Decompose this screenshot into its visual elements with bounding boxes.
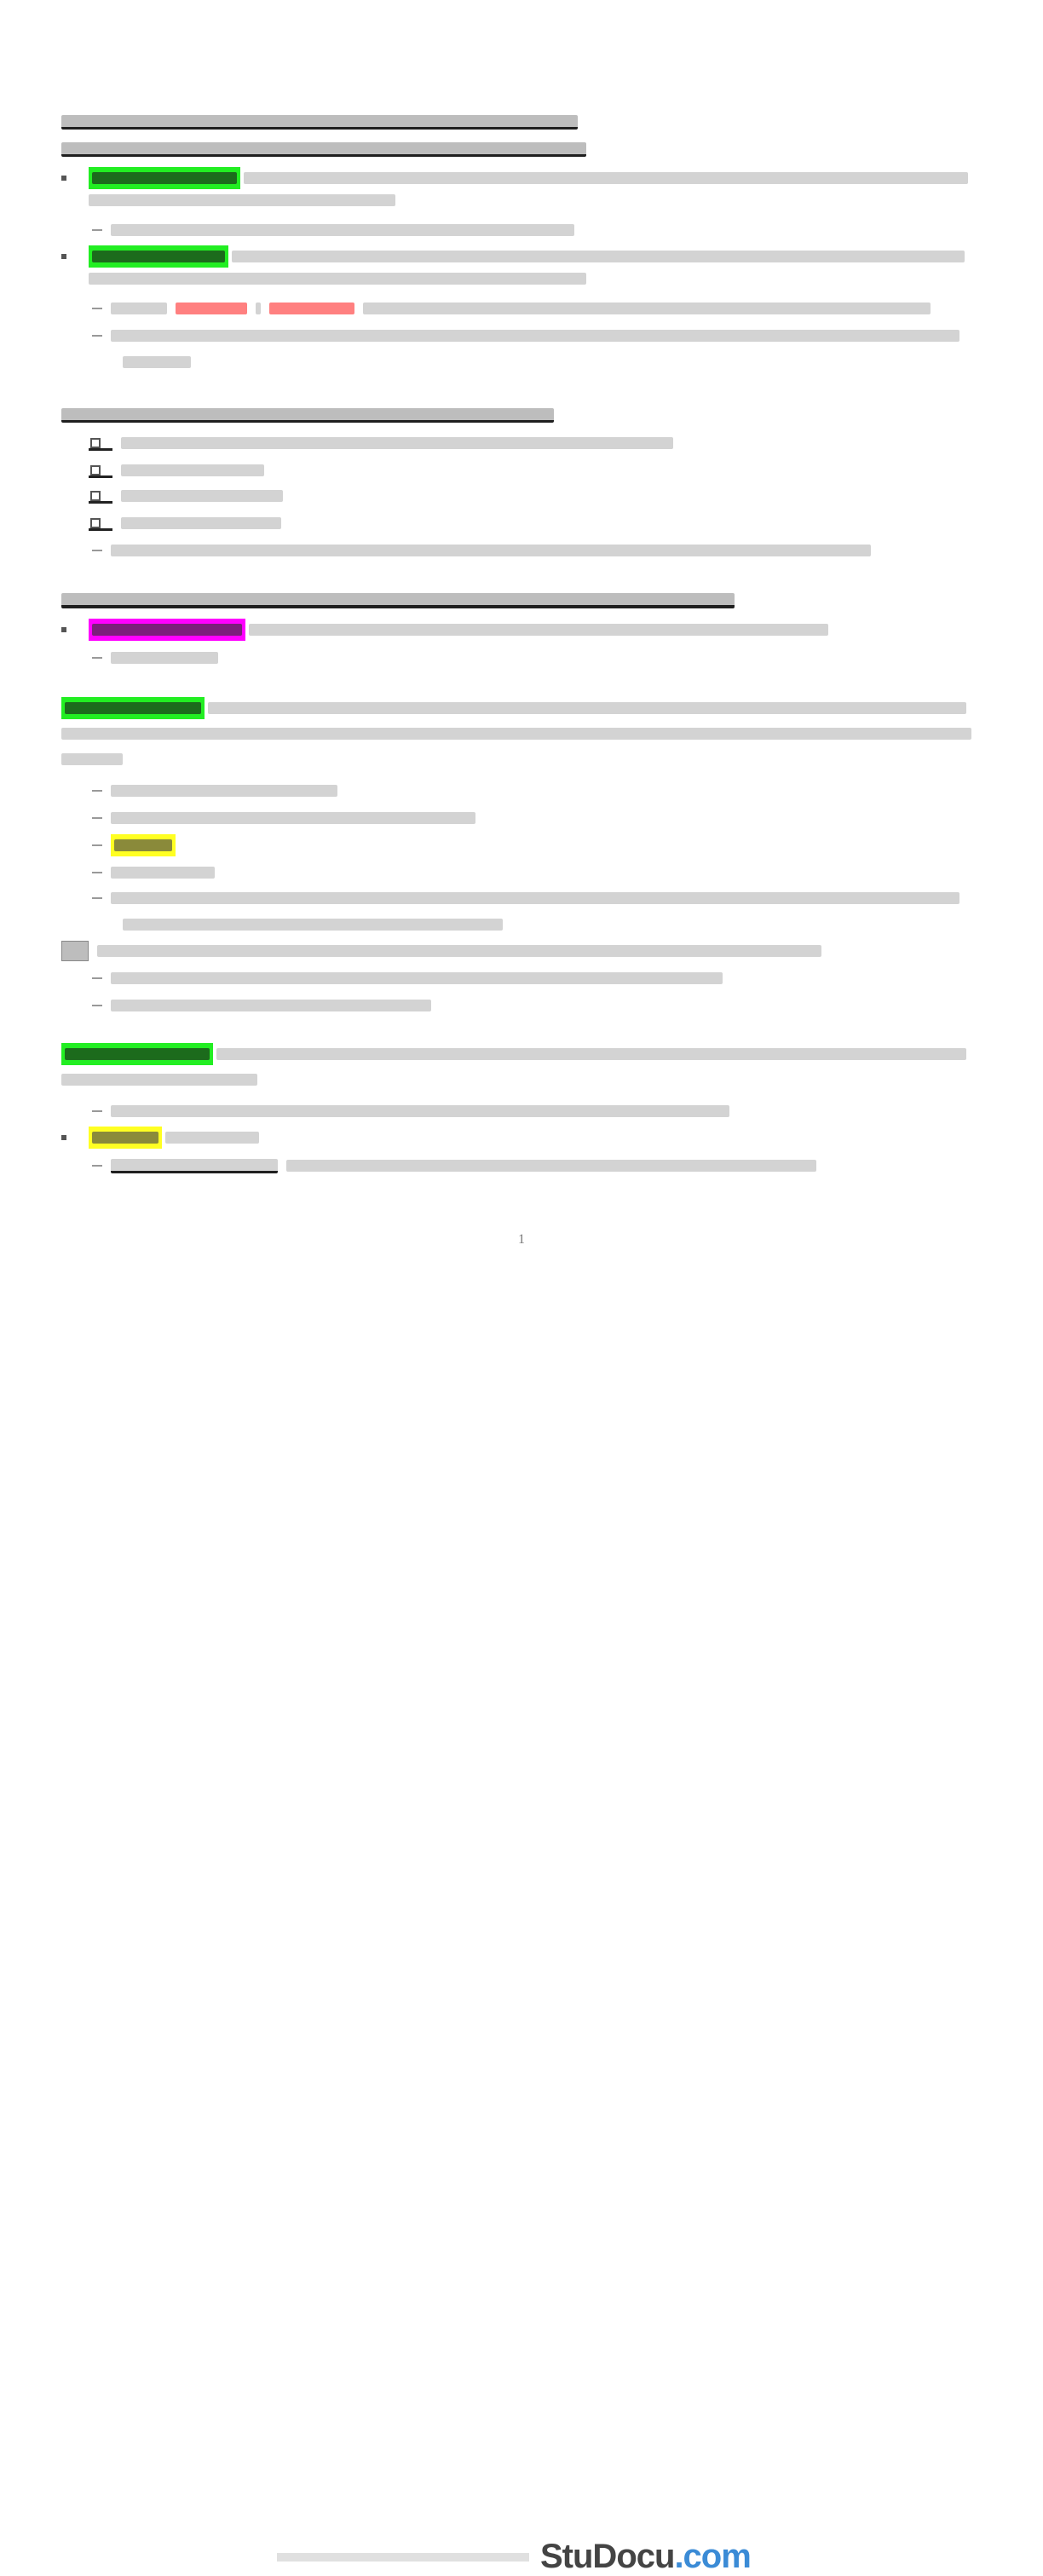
bullet-icon (61, 627, 66, 632)
list-item (61, 167, 973, 216)
page-number: 1 (518, 1232, 525, 1247)
studocu-logo: StuDocu.com (540, 2538, 751, 2575)
section-heading-4 (61, 593, 735, 608)
red-term (269, 301, 354, 316)
list-item (61, 619, 973, 643)
checkbox-icon (89, 489, 112, 504)
list-item (92, 1101, 729, 1121)
list-item (92, 648, 218, 668)
highlight-term (89, 167, 240, 189)
highlight-term (111, 834, 176, 856)
checklist-item (89, 486, 283, 506)
paragraph (61, 1043, 973, 1094)
list-item (92, 298, 931, 319)
list-item (92, 540, 871, 561)
highlight-term (89, 1127, 162, 1149)
list-item (61, 245, 973, 295)
section-heading-3 (61, 407, 554, 423)
example-icon (61, 941, 89, 961)
footer-note (277, 2553, 529, 2562)
bullet-icon (61, 1135, 66, 1140)
list-item (92, 808, 475, 828)
paragraph (61, 697, 973, 774)
checkbox-icon (89, 436, 112, 451)
red-term (176, 301, 247, 316)
list-item (61, 1127, 973, 1150)
checkbox-icon (89, 464, 112, 478)
highlight-term (61, 697, 205, 719)
highlight-term (89, 245, 228, 268)
list-item (92, 995, 431, 1016)
checklist-item (89, 513, 281, 533)
list-item (92, 220, 574, 240)
checklist-item (89, 433, 673, 453)
section-heading-1 (61, 114, 578, 130)
list-item (92, 835, 176, 856)
example-line (61, 941, 821, 961)
list-item (92, 888, 973, 937)
highlight-term (61, 1043, 213, 1065)
highlight-term (89, 619, 245, 641)
list-item (92, 968, 723, 988)
bullet-icon (61, 176, 66, 181)
section-heading-2 (61, 141, 586, 157)
list-item (92, 862, 215, 883)
list-item (92, 781, 337, 801)
footer (0, 1268, 1043, 2575)
checklist-item (89, 460, 264, 481)
list-item (92, 1155, 816, 1176)
list-item (92, 326, 973, 375)
bullet-icon (61, 254, 66, 259)
checkbox-icon (89, 516, 112, 531)
